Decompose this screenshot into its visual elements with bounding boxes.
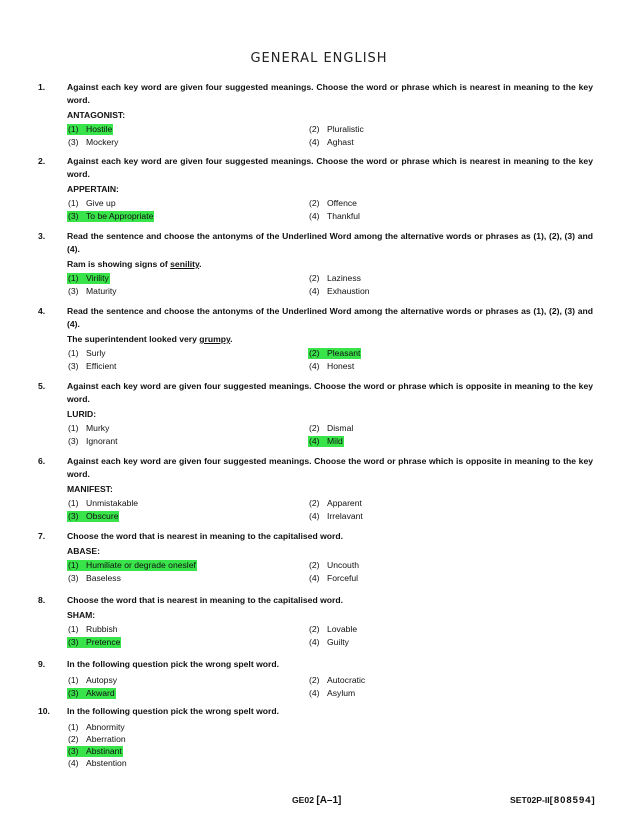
option-label: Honest xyxy=(327,361,355,371)
option-label: Aberration xyxy=(86,734,126,744)
option-4 xyxy=(308,211,361,222)
option-number: (4) xyxy=(309,211,320,221)
option-label: Forceful xyxy=(327,573,359,583)
option-label: Virility xyxy=(86,273,109,283)
option-number: (3) xyxy=(68,361,79,371)
option-number: (2) xyxy=(309,624,320,634)
option-label: Thankful xyxy=(327,211,360,221)
option-1 xyxy=(67,722,126,733)
key-word: MANIFEST: xyxy=(67,484,113,494)
option-label: Asylum xyxy=(327,688,356,698)
question-number: 4. xyxy=(38,306,46,316)
option-number: (1) xyxy=(68,348,79,358)
option-label: Dismal xyxy=(327,423,354,433)
option-number: (3) xyxy=(68,511,79,521)
question-text: Against each key word are given four suggested meanings. Choose the word or phrase which is nearest in meaning to the key word. xyxy=(67,156,593,179)
option-2 xyxy=(308,124,365,135)
option-2 xyxy=(308,198,358,209)
option-1-answer xyxy=(67,124,113,135)
option-1-answer xyxy=(67,273,110,284)
option-3 xyxy=(67,361,117,372)
option-number: (2) xyxy=(309,675,320,685)
option-label: Pleasant xyxy=(327,348,361,358)
question-number: 9. xyxy=(38,659,46,669)
option-label: Uncouth xyxy=(327,560,360,570)
option-label: Humiliate or degrade oneslef xyxy=(86,560,196,570)
option-label: Murky xyxy=(86,423,110,433)
option-number: (3) xyxy=(68,211,79,221)
question-text: Read the sentence and choose the antonyms of the Underlined Word among the alternative words or phrases as (1), (2), (3) and (4). xyxy=(67,231,593,254)
question-number: 7. xyxy=(38,531,46,541)
option-label: Efficient xyxy=(86,361,117,371)
option-number: (3) xyxy=(68,746,79,756)
question-text: Choose the word that is nearest in meaning to the capitalised word. xyxy=(67,531,343,541)
option-number: (4) xyxy=(68,758,79,768)
question-text: Against each key word are given four suggested meanings. Choose the word or phrase which is opposite in meaning to the key word. xyxy=(67,456,593,479)
option-2 xyxy=(308,624,358,635)
underlined-word: grumpy xyxy=(199,334,231,344)
option-number: (4) xyxy=(309,137,320,147)
option-label: Laziness xyxy=(327,273,361,283)
option-2 xyxy=(308,560,360,571)
option-1 xyxy=(67,198,117,209)
option-number: (1) xyxy=(68,124,79,134)
option-number: (1) xyxy=(68,675,79,685)
option-4 xyxy=(308,637,350,648)
option-label: Pretence xyxy=(86,637,121,647)
option-label: Unmistakable xyxy=(86,498,139,508)
option-1 xyxy=(67,498,139,509)
option-number: (2) xyxy=(68,734,79,744)
option-label: Ignorant xyxy=(86,436,118,446)
option-number: (2) xyxy=(309,348,320,358)
question-text: In the following question pick the wrong spelt word. xyxy=(67,706,279,716)
key-sentence-start: Ram is showing signs of xyxy=(67,259,171,269)
option-number: (2) xyxy=(309,423,320,433)
option-number: (1) xyxy=(68,498,79,508)
underlined-word: senility xyxy=(170,259,200,269)
option-label: Maturity xyxy=(86,286,117,296)
option-label: Surly xyxy=(86,348,106,358)
footer-set-number xyxy=(510,795,596,806)
footer-code-prefix: GE02 xyxy=(292,795,314,805)
option-number: (4) xyxy=(309,511,320,521)
option-label: Give up xyxy=(86,198,116,208)
key-word: ANTAGONIST: xyxy=(67,110,126,120)
key-word: ABASE: xyxy=(67,546,100,556)
option-1-answer xyxy=(67,560,197,571)
option-label: Guilty xyxy=(327,637,349,647)
option-number: (3) xyxy=(68,573,79,583)
option-number: (4) xyxy=(309,688,320,698)
option-label: Mild xyxy=(327,436,343,446)
key-word xyxy=(67,333,233,345)
option-number: (4) xyxy=(309,436,320,446)
option-label: Lovable xyxy=(327,624,358,634)
option-3 xyxy=(67,436,119,447)
option-label: Baseless xyxy=(86,573,121,583)
question-number: 3. xyxy=(38,231,46,241)
option-3-answer xyxy=(67,688,116,699)
option-3-answer xyxy=(67,511,119,522)
question-text: Against each key word are given four suggested meanings. Choose the word or phrase which is opposite in meaning to the key word. xyxy=(67,381,593,404)
option-label: Akward xyxy=(86,688,115,698)
option-label: To be Appropriate xyxy=(86,211,154,221)
option-number: (3) xyxy=(68,436,79,446)
question-number: 10. xyxy=(38,706,50,716)
option-number: (2) xyxy=(309,498,320,508)
question-number: 6. xyxy=(38,456,46,466)
option-number: (1) xyxy=(68,560,79,570)
option-number: (1) xyxy=(68,423,79,433)
key-sentence-end: . xyxy=(230,334,233,344)
option-3-answer xyxy=(67,211,154,222)
question-text: Choose the word that is nearest in meaning to the capitalised word. xyxy=(67,595,343,605)
question-text: Read the sentence and choose the antonyms of the Underlined Word among the alternative words or phrases as (1), (2), (3) and (4). xyxy=(67,306,593,329)
option-3-answer xyxy=(67,637,121,648)
option-label: Pluralistic xyxy=(327,124,364,134)
option-1 xyxy=(67,348,107,359)
option-number: (2) xyxy=(309,273,320,283)
option-4 xyxy=(308,511,364,522)
option-number: (1) xyxy=(68,722,79,732)
key-word: APPERTAIN: xyxy=(67,184,119,194)
key-word: LURID: xyxy=(67,409,97,419)
key-sentence-start: The superintendent looked very xyxy=(67,334,200,344)
option-4 xyxy=(308,573,359,584)
option-2 xyxy=(308,498,363,509)
question-text: In the following question pick the wrong spelt word. xyxy=(67,659,279,669)
footer-code-suffix: [A–1] xyxy=(316,795,342,806)
option-label: Autopsy xyxy=(86,675,118,685)
option-2 xyxy=(67,734,127,745)
option-label: Exhaustion xyxy=(327,286,370,296)
option-number: (4) xyxy=(309,361,320,371)
option-number: (2) xyxy=(309,560,320,570)
option-number: (3) xyxy=(68,688,79,698)
option-2 xyxy=(308,675,366,686)
option-1 xyxy=(67,423,110,434)
option-3 xyxy=(67,286,118,297)
option-label: Abstention xyxy=(86,758,127,768)
option-label: Autocratic xyxy=(327,675,366,685)
option-4 xyxy=(308,688,356,699)
question-number: 5. xyxy=(38,381,46,391)
option-number: (1) xyxy=(68,273,79,283)
option-label: Irrelavant xyxy=(327,511,363,521)
option-4 xyxy=(67,758,128,769)
footer-serial: [808594] xyxy=(549,795,596,806)
option-number: (3) xyxy=(68,637,79,647)
option-number: (1) xyxy=(68,624,79,634)
option-number: (3) xyxy=(68,286,79,296)
option-4 xyxy=(308,286,371,297)
key-word xyxy=(67,258,202,270)
page-title: GENERAL ENGLISH xyxy=(250,51,388,66)
option-1 xyxy=(67,675,118,686)
option-3-answer xyxy=(67,746,123,757)
option-label: Offence xyxy=(327,198,357,208)
option-1 xyxy=(67,624,119,635)
option-label: Obscure xyxy=(86,511,119,521)
footer-paper-code xyxy=(292,795,341,806)
option-label: Aghast xyxy=(327,137,354,147)
option-4 xyxy=(308,137,355,148)
option-number: (4) xyxy=(309,286,320,296)
option-4-answer xyxy=(308,436,344,447)
option-3 xyxy=(67,573,122,584)
question-number: 8. xyxy=(38,595,46,605)
option-label: Rubbish xyxy=(86,624,118,634)
key-sentence-end: . xyxy=(199,259,202,269)
option-label: Apparent xyxy=(327,498,362,508)
option-number: (1) xyxy=(68,198,79,208)
option-2 xyxy=(308,423,354,434)
option-3 xyxy=(67,137,119,148)
option-4 xyxy=(308,361,355,372)
question-number: 2. xyxy=(38,156,46,166)
option-2 xyxy=(308,273,362,284)
footer-set-label: SET02P-II xyxy=(510,795,550,805)
question-text: Against each key word are given four suggested meanings. Choose the word or phrase which is nearest in meaning to the key word. xyxy=(67,82,593,105)
option-label: Hostile xyxy=(86,124,113,134)
option-number: (2) xyxy=(309,124,320,134)
option-2-answer xyxy=(308,348,361,359)
question-number: 1. xyxy=(38,82,46,92)
option-label: Abstinant xyxy=(86,746,122,756)
option-label: Mockery xyxy=(86,137,119,147)
option-number: (3) xyxy=(68,137,79,147)
option-number: (4) xyxy=(309,637,320,647)
option-number: (4) xyxy=(309,573,320,583)
key-word: SHAM: xyxy=(67,610,96,620)
option-number: (2) xyxy=(309,198,320,208)
option-label: Abnormity xyxy=(86,722,125,732)
